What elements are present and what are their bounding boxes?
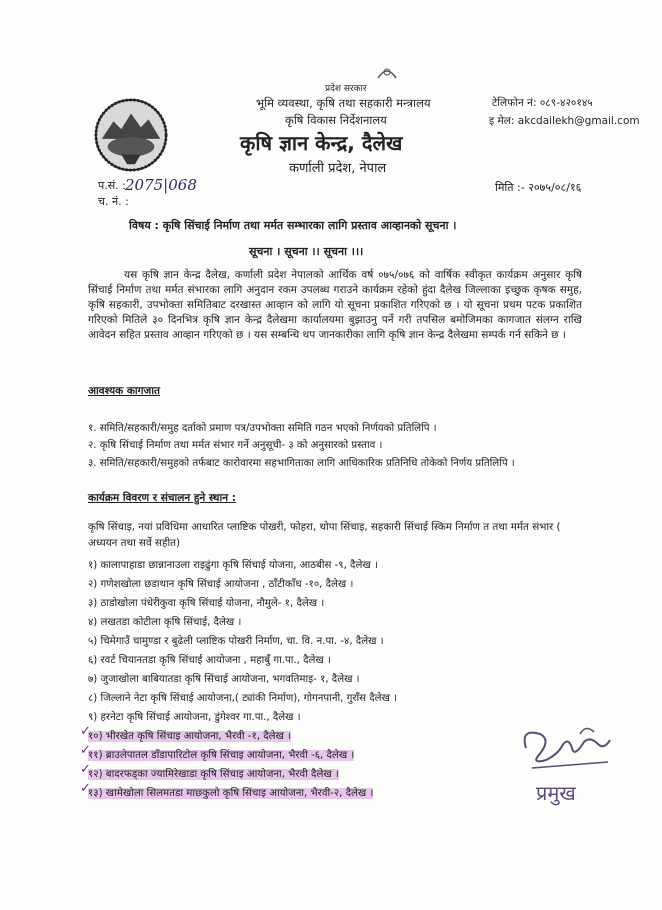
ps-label: प.सं. :: [98, 179, 126, 192]
required-documents-heading: आवश्यक कागजात: [88, 385, 161, 397]
nepal-emblem-logo: [92, 96, 170, 174]
signature-title: प्रमुख: [536, 781, 576, 805]
program-item: [88, 728, 291, 742]
required-document-item: ३. समिति/सहकारी/समुहको तर्फबाट कारोवारमा सहभागिताका लागि आधिकारिक प्रतिनिधि तोकेको निर्णय प्रतिलिपि ।: [88, 458, 515, 469]
highlighted-program-text: १२) बादरफड्का ज्यामिरेखाडा कृषि सिंचाइ आयोजना, भैरवी दैलेख ।: [88, 769, 339, 780]
highlighted-program-text: १०) भीरखेत कृषि सिंचाइ आयोजना, भैरवी -१, दैलेख ।: [88, 731, 291, 742]
notice-title: सूचना । सूचना ।। सूचना ।।।: [249, 245, 364, 258]
highlighted-program-text: ११) ब्राउलेपातल डाँडापारिटोल कृषि सिंचाइ आयोजना, भैरवी -६, दैलेख ।: [88, 750, 355, 761]
highlighted-program-text: १३) खामेखोला सिलमतडा माछकुलो कृषि सिंचाइ आयोजना, भैरवी-२, दैलेख ।: [88, 788, 374, 799]
required-document-item: २. कृषि सिंचाई निर्माण तथा मर्मत संभार गर्ने अनुसूची- ३ को अनुसारको प्रस्ताव ।: [88, 440, 383, 451]
program-item: ६) रवर्ट चियानतडा कृषि सिंचाई आयोजना , महाबुँ गा.पा., दैलेख ।: [88, 655, 331, 666]
program-item: [88, 785, 373, 799]
program-item: ४) लखतडा कोटीला कृषि सिंचाई, दैलेख ।: [88, 617, 242, 628]
program-item: ३) ठाडोखोला पंधेरीकुवा कृषि सिंचाई योजना, नौमुले- १, दैलेख ।: [88, 598, 325, 609]
office-address: कर्णाली प्रदेश, नेपाल: [289, 161, 387, 176]
program-item: [88, 747, 354, 761]
office-stamp-icon: [376, 62, 398, 82]
government-label: प्रदेश सरकार: [325, 84, 367, 94]
program-item: १) कालापाहाडा छान्नानाउला राइढुंगा कृषि सिंचाई योजना, आठबीस -९, दैलेख ।: [88, 560, 378, 571]
check-mark-icon: ✓: [80, 743, 91, 758]
program-item: [88, 766, 339, 780]
check-mark-icon: ✓: [80, 724, 91, 739]
body-paragraph: यस कृषि ज्ञान केन्द्र दैलेख, कर्णाली प्रदेश नेपालको आर्थिक वर्ष ०७५/०७६ को वार्षिक स्वीकृत कार्यक्रम अनुसार कृषि सिंचाई निर्माण तथा मर्मत संभारका लागि अनुदान रकम उपलब्ध गराउने कार्यक्रम रहेको हुंदा दैलेख जिल्लाका इच्छुक कृषक समुह, कृषि सहकारी, उपभोक्ता समितिबाट दरखास्त आव्हान को लागि यो सूचना प्रकाशित गरिएको छ । यो सूचना प्रथम पटक प्रकाशित गरिएको मितिले ३० दिनभित्र कृषि ज्ञान केन्द्र दैलेखमा कार्यालयमा बुझाउनु पर्ने गरी तपसिल बमोजिमका कागजात संलग्न राखि आवेदन सहित प्रस्ताव आव्हान गरिएको छ । यस सम्बन्धि थप जानकारीका लागि कृषि ज्ञान केन्द्र दैलेखमा सम्पर्क गर्न सकिने छ ।: [88, 269, 582, 341]
signature-block: [512, 718, 622, 808]
programs-intro: कृषि सिंचाइ, नयां प्रविधिमा आधारित प्लाष्टिक पोखरी, फोहरा, थोपा सिंचाइ, सहकारी सिंचाई स्किम निर्माण त तथा मर्मत संभार ( अध्ययन तथा सर्वे सहीत): [88, 521, 561, 549]
cn-label: च. नं. :: [98, 195, 129, 208]
ministry-name: भूमि व्यवस्था, कृषि तथा सहकारी मन्त्रालय: [256, 96, 431, 110]
subject-line: विषय : कृषि सिंचाई निर्माण तथा मर्मत सम्भारका लागि प्रस्ताव आव्हानको सूचना ।: [129, 219, 457, 232]
program-item: ७) जुजाखोला बाबियातडा कृषि सिंचाई आयोजना, भगवतिमाइ- १, दैलेख ।: [88, 674, 360, 685]
programs-heading: कार्यक्रम विवरण र संचालन हुने स्थान :: [88, 492, 236, 504]
program-item: ५) चिमेगाउँ चामुण्डा र बुढेली प्लाष्टिक पोखरी निर्माण, चा. वि. न.पा. -४, दैलेख ।: [88, 636, 384, 647]
required-document-item: १. समिति/सहकारी/समुह दर्ताको प्रमाण पत्र/उपभोक्ता समिति गठन भएको निर्णयको प्रतिलिपि ।: [88, 423, 437, 434]
check-mark-icon: ✓: [80, 762, 91, 777]
handwritten-reference-number: 2075|068: [125, 176, 197, 194]
telephone-number: टेलिफोन नं: ०८९-४२०१४५: [492, 97, 593, 109]
program-item: ९) हरनेटा कृषि सिंचाई आयोजना, डुंगेश्वर गा.पा., दैलेख ।: [88, 712, 301, 723]
office-name: कृषि ज्ञान केन्द्र, दैलेख: [240, 131, 403, 155]
directorate-name: कृषि विकास निर्देशनालय: [285, 113, 387, 127]
check-mark-icon: ✓: [80, 781, 91, 796]
email-address: इ मेल: akcdailekh@gmail.com: [489, 115, 640, 127]
program-item: ८) जिल्लाने नेटा कृषि सिंचाई आयोजना,( ट्यांकी निर्माण), गोगनपानी, गुराँस दैलेख ।: [88, 693, 398, 704]
program-item: २) गणेशखोला छडाथान कृषि सिंचाई आयोजना , ठाँटीकाँध -१०, दैलेख ।: [88, 579, 354, 590]
letter-date: मिति :- २०७५/०८/१६: [495, 181, 582, 194]
